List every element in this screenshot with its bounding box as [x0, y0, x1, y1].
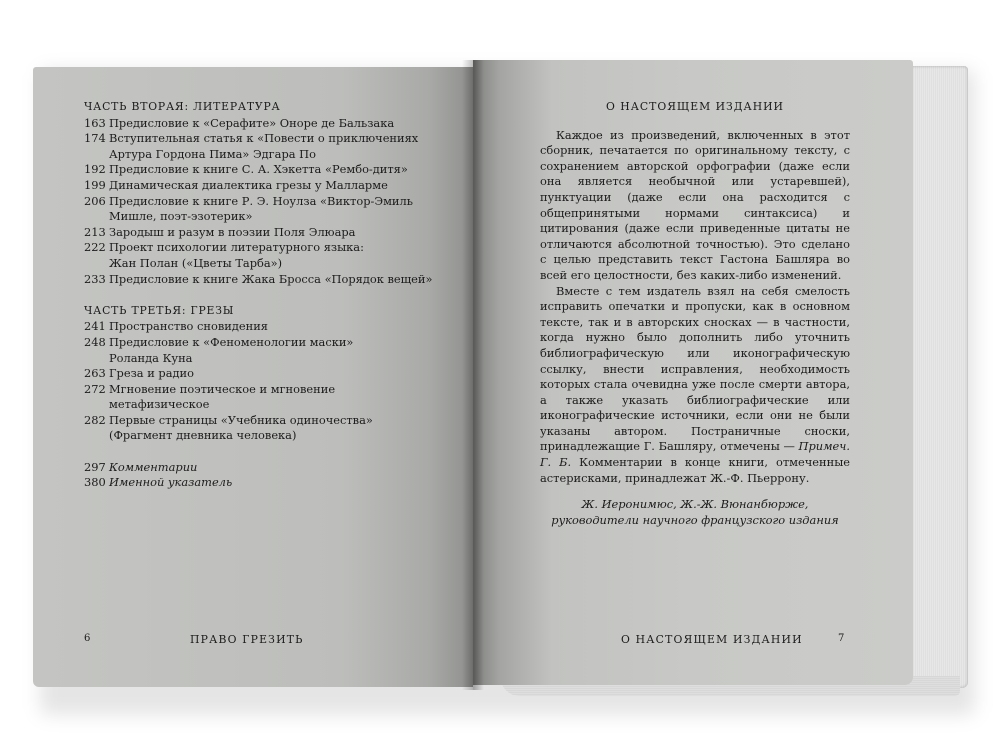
toc-page-number: 380	[84, 475, 106, 490]
toc-title: Греза и радио	[109, 366, 194, 381]
editors-signature: Ж. Иеронимюс, Ж.-Ж. Вюнанбюрже, руководители научного французского издания	[551, 497, 839, 527]
toc-title: Вступительная статья к «Повести о приключениях Артура Гордона Пима» Эдгара По	[109, 131, 419, 161]
toc-title: Предисловие к книге С. А. Хэкетта «Рембо-дитя»	[109, 162, 408, 177]
toc-title: Комментарии	[109, 459, 198, 474]
toc-entry	[84, 319, 454, 335]
toc-page-number: 241	[84, 319, 106, 334]
toc-title: Предисловие к книге Р. Э. Ноулза «Виктор-Эмиль Мишле, поэт-эзотерик»	[109, 193, 413, 224]
paragraph-1: Каждое из произведений, включенных в этот сборник, печатается по оригинальному тексту, с сохранением авторской орфографии (даже если она является необычной или устаревшей), пунктуации (даже если она расходится с общепринятыми нормами синтаксиса) и цитирования (даже если приведенные цитаты не отличаются абсолютной точностью). Это сделано с целью представить текст Гастона Башляра во всей его целостности, без каких-либо изменений.	[540, 127, 850, 282]
left-running-title: ПРАВО ГРЕЗИТЬ	[190, 633, 304, 646]
toc-entry	[84, 240, 454, 271]
paragraph-2: Вместе с тем издатель взял на себя смелость исправить опечатки и пропуски, как в основном тексте, так и в авторских сносках — в частности, когда нужно было дополнить либо уточнить библиографическую или иконографическую ссылку, внести исправления, необходимость которых стала очевидна уже после смерти автора, а также указать библиографические или иконографические источники, если они не были указаны автором. Постраничные сноски, принадлежащие Г. Башляру, отмечены — Примеч. Г. Б. Комментарии в конце книги, отмеченные астерисками, принадлежат Ж.-Ф. Пьеррону.	[540, 283, 850, 485]
toc-entry	[84, 178, 454, 194]
toc-page-number: 192	[84, 162, 106, 177]
toc-title: Зародыш и разум в поэзии Поля Элюара	[109, 224, 356, 239]
toc-entry	[84, 460, 454, 476]
toc-list-reveries	[84, 319, 454, 444]
toc-title: Первые страницы «Учебника одиночества» (Фрагмент дневника человека)	[109, 412, 373, 443]
toc-title: Предисловие к «Серафите» Оноре де Бальзака	[109, 115, 395, 130]
table-of-contents	[84, 99, 454, 491]
toc-page-number: 213	[84, 224, 106, 239]
toc-title: Предисловие к «Феноменологии маски» Роланда Куна	[109, 334, 354, 365]
edition-note	[540, 99, 850, 528]
right-page-heading: О НАСТОЯЩЕМ ИЗДАНИИ	[606, 100, 784, 113]
toc-page-number: 222	[84, 240, 106, 255]
toc-list-literature	[84, 116, 454, 288]
right-running-title: О НАСТОЯЩЕМ ИЗДАНИИ	[621, 633, 803, 646]
toc-page-number: 272	[84, 381, 106, 396]
right-page-number: 7	[838, 633, 845, 644]
toc-entry	[84, 162, 454, 178]
toc-page-number: 206	[84, 193, 106, 208]
toc-title: Мгновение поэтическое и мгновение метафизическое	[109, 381, 336, 412]
page-edges	[905, 66, 968, 688]
section-heading-reveries: ЧАСТЬ ТРЕТЬЯ: ГРЕЗЫ	[84, 303, 235, 317]
toc-page-number: 297	[84, 459, 106, 474]
toc-title: Предисловие к книге Жака Бросса «Порядок вещей»	[109, 271, 433, 286]
toc-page-number: 233	[84, 271, 106, 286]
toc-title: Динамическая диалектика грезы у Малларме	[109, 177, 388, 192]
toc-entry	[84, 413, 454, 444]
toc-page-number: 263	[84, 366, 106, 381]
toc-list-appendix	[84, 460, 454, 491]
toc-entry	[84, 225, 454, 241]
toc-title: Проект психологии литературного языка: Жан Полан («Цветы Тарба»)	[109, 240, 364, 270]
toc-page-number: 282	[84, 412, 106, 427]
toc-entry	[84, 382, 454, 413]
toc-entry	[84, 116, 454, 132]
toc-entry	[84, 335, 454, 366]
toc-title: Именной указатель	[109, 475, 233, 490]
toc-title: Пространство сновидения	[109, 319, 268, 334]
left-page-number: 6	[84, 633, 91, 644]
toc-page-number: 174	[84, 131, 106, 146]
toc-page-number: 163	[84, 115, 106, 130]
toc-entry	[84, 131, 454, 162]
book-gutter	[462, 60, 484, 690]
section-heading-literature: ЧАСТЬ ВТОРАЯ: ЛИТЕРАТУРА	[84, 100, 281, 113]
toc-page-number: 248	[84, 334, 106, 349]
toc-entry	[84, 475, 454, 491]
toc-entry	[84, 272, 454, 288]
toc-entry	[84, 194, 454, 225]
toc-entry	[84, 366, 454, 382]
toc-page-number: 199	[84, 177, 106, 192]
